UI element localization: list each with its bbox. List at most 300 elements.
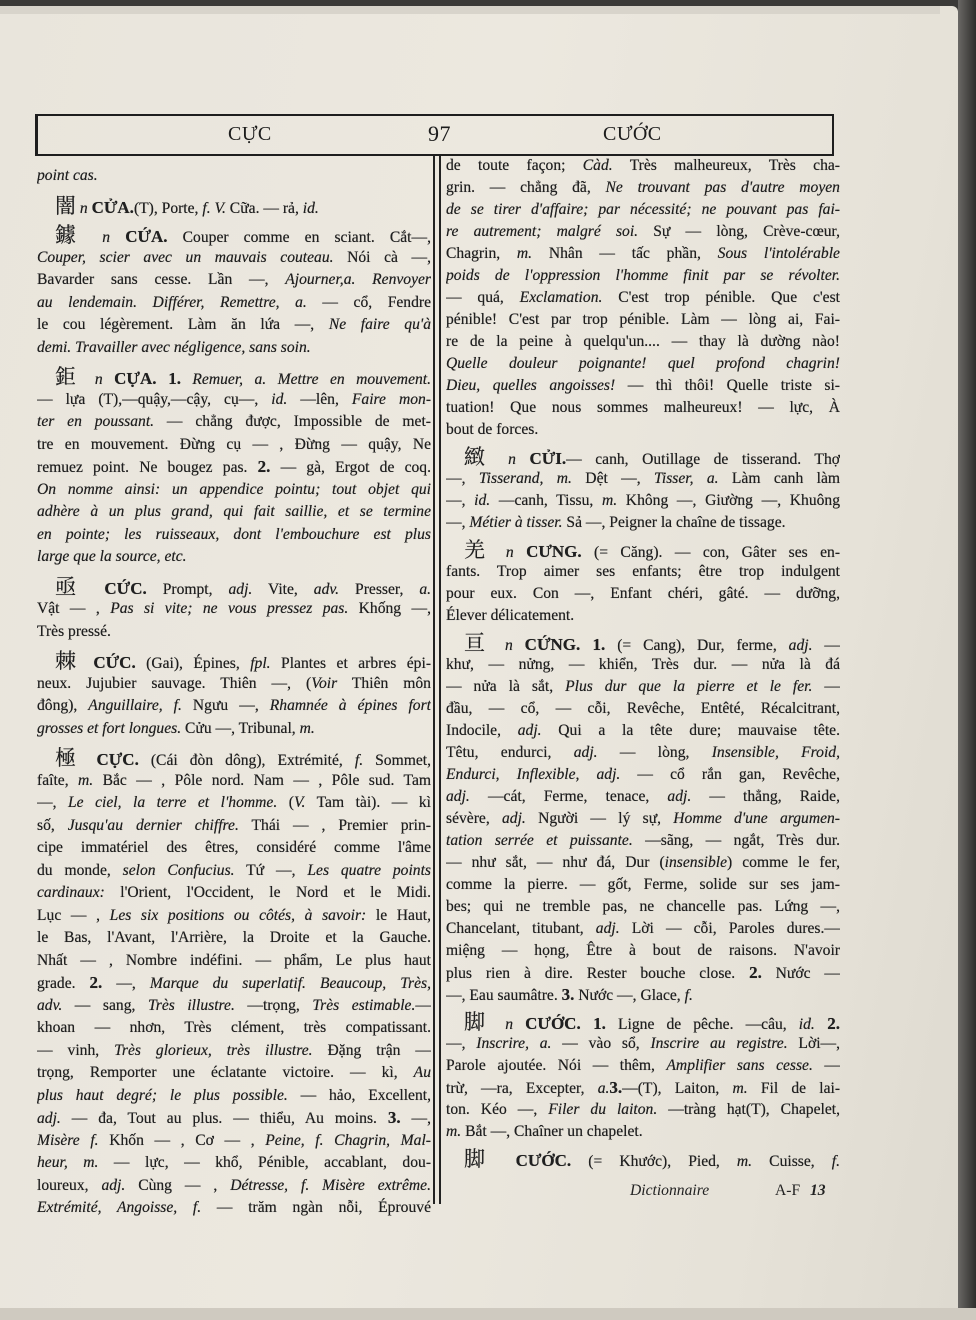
text-segment: Cữa. — rả, <box>225 199 303 217</box>
headword: CƯỚC. 1. <box>525 1014 606 1033</box>
text-segment: (= Khước), Pied, <box>571 1153 737 1170</box>
text-line <box>37 995 431 1018</box>
italic-text: Ne faire qu'à <box>328 316 431 333</box>
italic-text: Rhamnée à épines fort <box>269 697 431 714</box>
text-segment: — sang, <box>62 996 148 1014</box>
column-divider <box>433 156 441 1204</box>
text-segment: Cuisse, <box>752 1153 832 1170</box>
text-line <box>37 524 431 547</box>
chinese-character: 亘 <box>464 632 494 654</box>
chinese-character: 羌 <box>464 539 494 561</box>
text-line <box>37 621 431 644</box>
text-line <box>446 1033 840 1055</box>
text-line <box>37 718 431 741</box>
text-line <box>37 479 431 502</box>
italic-text: Couper, scier avec un mauvais couteau. <box>37 248 334 266</box>
italic-text: adv. <box>313 580 340 598</box>
italic-text: plus haut degré; le plus possible. <box>37 1086 288 1104</box>
italic-text: V. <box>293 794 306 811</box>
text-line <box>446 177 840 199</box>
text-segment: — trăm ngàn nỗi, Éprouvé <box>201 1199 431 1216</box>
text-segment: Chagrin, <box>446 245 517 262</box>
text-segment: — vào sổ, <box>551 1035 651 1052</box>
italic-text: a. <box>419 580 431 598</box>
text-segment: le Haut, <box>366 906 431 924</box>
italic-text: m. <box>516 245 533 262</box>
text-line <box>446 808 840 830</box>
italic-text: fpl. <box>250 655 271 672</box>
text-segment: fants. Trop aimer ses enfants; être trop indulgent <box>446 563 840 580</box>
text-segment: —cát, Ferme, tenace, <box>469 788 668 805</box>
text-segment: Parole ajoutée. Nói — thêm, <box>446 1057 667 1074</box>
italic-text: poids de l'oppression l'homme finit par se révolter. <box>446 267 840 284</box>
italic-text: adj. <box>501 810 526 827</box>
text-segment: Lời — cỗi, Paroles dures.— <box>619 920 840 937</box>
entry-headword-line <box>446 632 840 654</box>
text-segment: —, <box>446 514 470 531</box>
text-line <box>37 292 431 315</box>
text-segment: pénible! C'est par trop pénible. Làm — lòng ai, Fai- <box>446 311 840 328</box>
text-segment: trừ, —ra, Excepter, <box>446 1080 598 1097</box>
italic-text: m. <box>736 1153 753 1170</box>
text-segment: (= Căng). — con, Gâter ses en- <box>581 544 840 561</box>
italic-text: adj. <box>101 1176 126 1194</box>
text-line <box>446 561 840 583</box>
text-segment: Ngưu —, <box>181 697 270 714</box>
right-guide-word: CƯỚC <box>603 123 662 145</box>
text-segment: Bắc — , Pôle nord. Nam — , Pôle sud. Tam <box>93 771 431 789</box>
italic-text: heur, m. <box>37 1154 99 1171</box>
text-line <box>446 742 840 764</box>
italic-text: Inscrire, a. <box>476 1035 552 1052</box>
text-segment: Fil de lai- <box>747 1080 840 1097</box>
italic-text: Très illustre. <box>147 996 235 1014</box>
text-segment: ( <box>277 794 294 811</box>
headword: CỬA. <box>91 197 134 217</box>
text-segment: Bắt —, Chaîner un chapelet. <box>461 1123 643 1140</box>
text-segment: l'Orient, l'Occident, le Nord et le Midi. <box>104 884 431 901</box>
text-segment: Nước —, Glace, <box>574 987 685 1004</box>
text-line <box>446 155 840 177</box>
italic-text: Dieu, quelles angoisses! <box>446 377 616 394</box>
text-segment: — vinh, <box>37 1041 115 1059</box>
italic-text: re autrement; malgré soi. <box>446 223 639 240</box>
text-segment: de toute façon; <box>446 157 583 174</box>
text-segment: Bavarder sans cesse. Lần —, <box>37 271 286 288</box>
chinese-character: 脚 <box>464 1148 499 1170</box>
text-segment: Sommet, <box>363 752 431 769</box>
text-line <box>446 874 840 896</box>
italic-text: id. <box>798 1016 815 1033</box>
text-line <box>446 583 840 605</box>
text-line <box>37 1175 431 1198</box>
text-segment: —canh, Tissu, <box>490 492 602 509</box>
chinese-character: 亟 <box>55 575 89 598</box>
italic-text: f. <box>354 752 364 769</box>
italic-text: Càd. <box>582 157 613 174</box>
text-line <box>446 1121 840 1143</box>
italic-text: adj. <box>517 722 542 739</box>
italic-text: en pointe; les ruisseaux, dont l'embouchure est plus <box>37 525 431 543</box>
italic-text: Homme d'une argumen- <box>673 810 840 827</box>
italic-text: m. <box>446 1123 462 1140</box>
text-segment: miệng — họng, Être à bout de raisons. N'avoir <box>446 942 840 959</box>
italic-text: Anguillaire, f. <box>88 697 182 714</box>
text-segment: — quá, <box>446 289 520 306</box>
headword: 2. <box>257 457 271 476</box>
text-line <box>37 434 431 457</box>
text-line <box>37 837 431 860</box>
text-line <box>446 468 840 490</box>
text-segment: Très malheureux, Très cha- <box>612 157 840 174</box>
text-line <box>446 375 840 397</box>
text-line <box>37 770 431 793</box>
italic-text: f. <box>831 1153 840 1170</box>
text-line <box>446 962 840 984</box>
text-segment: — hảo, Excellent, <box>287 1086 431 1104</box>
text-segment: C'est trop pénible. Que c'est <box>602 289 840 306</box>
text-segment: loureux, <box>37 1176 102 1194</box>
entry-headword-line <box>37 366 431 389</box>
italic-text: adv. <box>37 996 63 1014</box>
italic-text: On nomme ainsi: un appendice pointu; tout objet qui <box>37 480 431 498</box>
chinese-character: 極 <box>55 747 85 770</box>
text-line <box>37 673 431 696</box>
text-segment: —, <box>446 470 479 487</box>
text-line <box>446 419 840 441</box>
italic-text: Les quatre points <box>307 861 431 879</box>
italic-text: adj. <box>37 1110 61 1127</box>
italic-text: cardinaux: <box>37 884 105 901</box>
entry-headword-line <box>446 446 840 468</box>
text-segment: Ligne de pêche. —câu, <box>605 1016 799 1033</box>
italic-text: Ne trouvant pas d'autre moyen <box>605 179 840 196</box>
text-line <box>446 512 840 534</box>
chinese-character: 鐻 <box>55 224 88 247</box>
chinese-character: 緻 <box>464 446 495 468</box>
text-segment: Nhân — tấc phần, <box>532 245 718 262</box>
text-segment: (= Cang), Dur, ferme, <box>605 637 789 654</box>
italic-text: Extrémité, Angoisse, f. <box>37 1199 202 1216</box>
text-segment: Lục — , <box>37 906 110 924</box>
text-line <box>37 546 431 569</box>
italic-text: m. <box>299 719 315 737</box>
text-line <box>446 490 840 512</box>
text-segment: Très pressé. <box>37 622 111 640</box>
italic-text: Voir <box>311 674 338 692</box>
italic-text: ter en poussant. <box>37 413 155 430</box>
text-line <box>37 269 431 292</box>
text-line <box>37 501 431 524</box>
entry-headword-line <box>446 1011 840 1033</box>
italic-text: Marque du superlatif. Beaucoup, Très, <box>149 975 431 992</box>
text-segment: le cou légèrement. Làm ăn lứa —, <box>37 316 329 333</box>
text-segment: tre en mouvement. Đừng cụ — , Đừng — quậy, Ne <box>37 435 431 453</box>
left-column <box>37 165 431 1220</box>
text-segment: —lên, <box>287 390 352 408</box>
italic-text: grosses et fort longues. <box>37 719 182 737</box>
headword: 2. <box>814 1014 840 1033</box>
text-line <box>37 792 431 815</box>
italic-text: adj. <box>595 920 620 937</box>
italic-text: Ajourner,a. Renvoyer <box>285 271 431 288</box>
headword: 3. <box>387 1108 401 1127</box>
text-segment: tuation! Que nous sommes malheureux! — lực, À <box>446 399 840 416</box>
chinese-character: 棘 <box>55 650 83 673</box>
italic-text: n <box>76 199 92 217</box>
text-segment: Couper comme en sciant. Cắt—, <box>167 229 431 246</box>
text-line <box>446 353 840 375</box>
text-line <box>446 698 840 720</box>
text-line <box>37 927 431 950</box>
text-segment: Presser, <box>339 580 420 598</box>
text-segment: Indocile, <box>446 722 518 739</box>
text-segment: — <box>415 996 431 1014</box>
text-line <box>446 287 840 309</box>
page-number: 97 <box>428 121 451 146</box>
headword: CƯNG. <box>526 542 582 561</box>
text-segment: — thì thôi! Quelle triste si- <box>615 377 840 394</box>
left-guide-word: CỰC <box>228 123 272 145</box>
text-line <box>37 905 431 928</box>
text-segment: Sả —, Peigner la chaîne de tissage. <box>562 514 786 531</box>
text-segment: Dệt —, <box>571 470 655 487</box>
text-line <box>37 165 431 188</box>
book-edge <box>958 0 976 1320</box>
text-segment: —(T), Laiton, <box>622 1080 733 1097</box>
headword: CỨC. <box>88 578 147 598</box>
headword: 2. <box>749 963 762 982</box>
text-line <box>37 1017 431 1040</box>
text-line <box>446 199 840 221</box>
text-line <box>37 598 431 621</box>
text-segment: faîte, <box>37 771 79 789</box>
headword: CỨC. <box>82 653 136 672</box>
footer-title: Dictionnaire <box>630 1182 710 1199</box>
italic-text: tation serrée et puissante. <box>446 832 633 849</box>
text-segment: Tam tài). — kì <box>305 794 431 811</box>
text-segment: —, <box>446 492 475 509</box>
text-segment: —sãng, — ngắt, Très dur. <box>632 832 840 849</box>
text-segment: Vite, <box>252 580 314 598</box>
italic-text: Quelle douleur poignante! quel profond chagrin! <box>446 355 840 372</box>
italic-text: id. <box>302 199 319 217</box>
text-segment: Làm canh làm <box>718 470 840 487</box>
text-line <box>37 950 431 973</box>
headword: 3. <box>561 985 575 1004</box>
text-segment: bes; qui ne tremble pas, ne chancelle pas. Lứng —, <box>446 898 840 915</box>
text-segment: pour eux. Con —, Enfant chéri, gâté. — dưỡng, <box>446 585 840 602</box>
italic-text: Filer du laiton. <box>548 1101 658 1118</box>
italic-text: adj. <box>788 637 813 654</box>
italic-text: Le ciel, la terre et l'homme. <box>68 794 278 811</box>
entry-headword-line <box>446 1148 840 1170</box>
text-segment: Khống —, <box>348 600 431 617</box>
text-segment: (Cái đòn dông), Extrémité, <box>138 752 355 769</box>
text-segment: Prompt, <box>146 580 229 598</box>
text-line <box>446 764 840 786</box>
headword: 3. <box>609 1078 623 1097</box>
text-segment: —, <box>446 1035 477 1052</box>
text-segment: — lòng, <box>597 744 712 761</box>
italic-text: n <box>83 371 115 388</box>
text-segment: (T), Porte, <box>133 199 203 217</box>
text-segment: —, <box>102 975 150 992</box>
page-bottom-edge <box>0 1308 976 1320</box>
text-segment: Vật — , <box>37 600 111 617</box>
text-line <box>37 815 431 838</box>
text-line <box>37 882 431 905</box>
italic-text: id. <box>271 390 288 408</box>
text-segment: Thiên môn <box>337 674 431 692</box>
chinese-character: 闇 <box>55 194 76 217</box>
italic-text: Tisserand, m. <box>478 470 572 487</box>
italic-text: point cas. <box>37 167 98 184</box>
chinese-character: 脚 <box>464 1011 494 1033</box>
italic-text: adj. <box>228 580 253 598</box>
text-line <box>446 243 840 265</box>
text-line <box>446 786 840 808</box>
text-segment: đông), <box>37 697 89 714</box>
text-segment: —, Eau saumâtre. <box>446 987 562 1004</box>
text-line <box>446 676 840 698</box>
text-segment: số, <box>37 816 68 834</box>
headword: CỨA. <box>125 227 168 246</box>
text-line <box>446 852 840 874</box>
running-header <box>35 114 834 156</box>
text-segment: — gà, Ergot de coq. <box>270 459 431 476</box>
text-segment: plus rien à dire. Rester bouche close. <box>446 965 750 982</box>
text-segment: grin. — chẳng đã, <box>446 179 606 196</box>
text-segment: Người — lý sự, <box>525 810 674 827</box>
italic-text: Pas si vite; ne vous pressez pas. <box>110 600 349 617</box>
text-segment: Élever délicatement. <box>446 607 575 624</box>
text-segment: Tứ —, <box>234 861 308 879</box>
text-line <box>446 265 840 287</box>
text-segment: trọng, Remporter une éclatante victoire. — kì, <box>37 1064 414 1081</box>
italic-text: m. <box>78 771 94 789</box>
text-line <box>446 1099 840 1121</box>
text-segment: khoan — nhơn, Très clément, très compatissant. <box>37 1019 431 1036</box>
italic-text: a. <box>597 1080 610 1097</box>
italic-text: adj. <box>446 788 470 805</box>
italic-text: Au <box>413 1064 431 1081</box>
italic-text: adj. <box>667 788 692 805</box>
text-line <box>446 896 840 918</box>
italic-text: n <box>493 1016 526 1033</box>
italic-text: selon Confucius. <box>122 861 235 879</box>
text-segment: — <box>812 637 840 654</box>
text-segment: — cổ rắn gan, Revêche, <box>620 766 840 783</box>
text-line <box>37 314 431 337</box>
italic-text: insensible <box>664 854 728 871</box>
italic-text: Remuer, a. Mettre en mouvement. <box>181 371 431 388</box>
text-segment: —, <box>400 1110 431 1127</box>
italic-text: large que la source, etc. <box>37 548 187 565</box>
text-segment: Khốn — , Cơ — , <box>98 1131 266 1149</box>
text-line <box>446 984 840 1006</box>
text-segment: remuez point. Ne bougez pas. <box>37 459 258 476</box>
italic-text: m. <box>601 492 618 509</box>
text-segment: ton. Kéo —, <box>446 1101 549 1118</box>
italic-text: Jusqu'au dernier chiffre. <box>67 816 239 834</box>
text-segment: Cửu —, Tribunal, <box>181 719 300 737</box>
text-segment: —trọng, <box>234 996 313 1014</box>
text-segment: Thái — , Premier prin- <box>238 816 431 834</box>
text-segment: — cổ, Fendre <box>306 293 431 311</box>
chinese-character: 鉅 <box>55 366 84 389</box>
italic-text: f. V. <box>202 199 226 217</box>
italic-text: Faire mon- <box>351 390 431 408</box>
text-segment: — <box>812 1057 840 1074</box>
right-column <box>446 155 840 1170</box>
text-segment: — lực, — khổ, Pénible, accablant, dou- <box>98 1154 431 1171</box>
text-line <box>37 1040 431 1063</box>
italic-text: m. <box>732 1080 748 1097</box>
text-segment: — canh, Outillage de tisserand. Thợ <box>566 451 840 468</box>
italic-text: n <box>87 229 126 246</box>
text-line <box>37 1085 431 1108</box>
text-segment: —tràng hạt(T), Chapelet, <box>657 1101 840 1118</box>
text-segment: Chancelant, titubant, <box>446 920 596 937</box>
headword: CỰA. 1. <box>114 369 181 388</box>
entry-headword-line <box>37 224 431 247</box>
text-line <box>446 1055 840 1077</box>
text-segment: (Gai), Épines, <box>135 655 251 672</box>
italic-text: adj. <box>573 744 598 761</box>
text-line <box>446 397 840 419</box>
text-line <box>446 331 840 353</box>
dictionary-page <box>0 6 958 1310</box>
italic-text: Peine, f. Chagrin, Mal- <box>265 1131 431 1149</box>
text-segment: du monde, <box>37 861 123 879</box>
text-segment: Nói cà —, <box>333 248 431 266</box>
text-segment: Qui a la tête dure; mauvaise tête. <box>541 722 840 739</box>
text-line <box>446 605 840 627</box>
entry-headword-line <box>37 747 431 770</box>
headword: CỨNG. 1. <box>524 635 606 654</box>
text-segment: Sự — lòng, Crève-cœur, <box>638 223 840 240</box>
text-line <box>37 337 431 360</box>
text-segment: comme la pierre. — gốt, Ferme, solide sur ses jam- <box>446 876 840 893</box>
text-line <box>446 654 840 676</box>
text-line <box>37 860 431 883</box>
italic-text: Endurci, Inflexible, adj. <box>446 766 621 783</box>
text-line <box>446 1077 840 1099</box>
italic-text: Plus dur que la pierre et le fer. <box>565 678 813 695</box>
italic-text: Misère f. <box>37 1131 99 1149</box>
text-segment: Cùng — , <box>125 1176 231 1194</box>
entry-headword-line <box>37 195 431 218</box>
text-segment: khư, — nửng, — khiển, Très dur. — nửa là đá <box>446 656 840 673</box>
headword: CƯỚC. <box>498 1151 572 1170</box>
italic-text: Très glorieux, très illustre. <box>114 1041 313 1059</box>
text-line <box>37 1107 431 1130</box>
text-line <box>446 221 840 243</box>
italic-text: demi. Travailler avec négligence, sans soin. <box>37 338 311 356</box>
text-segment: Đặng trận — <box>312 1041 431 1059</box>
text-line <box>37 1130 431 1153</box>
italic-text: Les six positions ou côtés, à savoir: <box>109 906 367 924</box>
footer-signature: 13 <box>810 1182 826 1199</box>
text-line <box>37 1062 431 1085</box>
text-segment: — như sắt, — như đá, Dur ( <box>446 854 665 871</box>
text-line <box>37 247 431 270</box>
text-segment: — thẳng, Raide, <box>691 788 840 805</box>
text-line <box>37 1152 431 1175</box>
text-segment: Nhất — , Nombre indéfini. — phẩm, Le plus haut <box>37 951 431 969</box>
text-segment: ) comme le fer, <box>727 854 840 871</box>
